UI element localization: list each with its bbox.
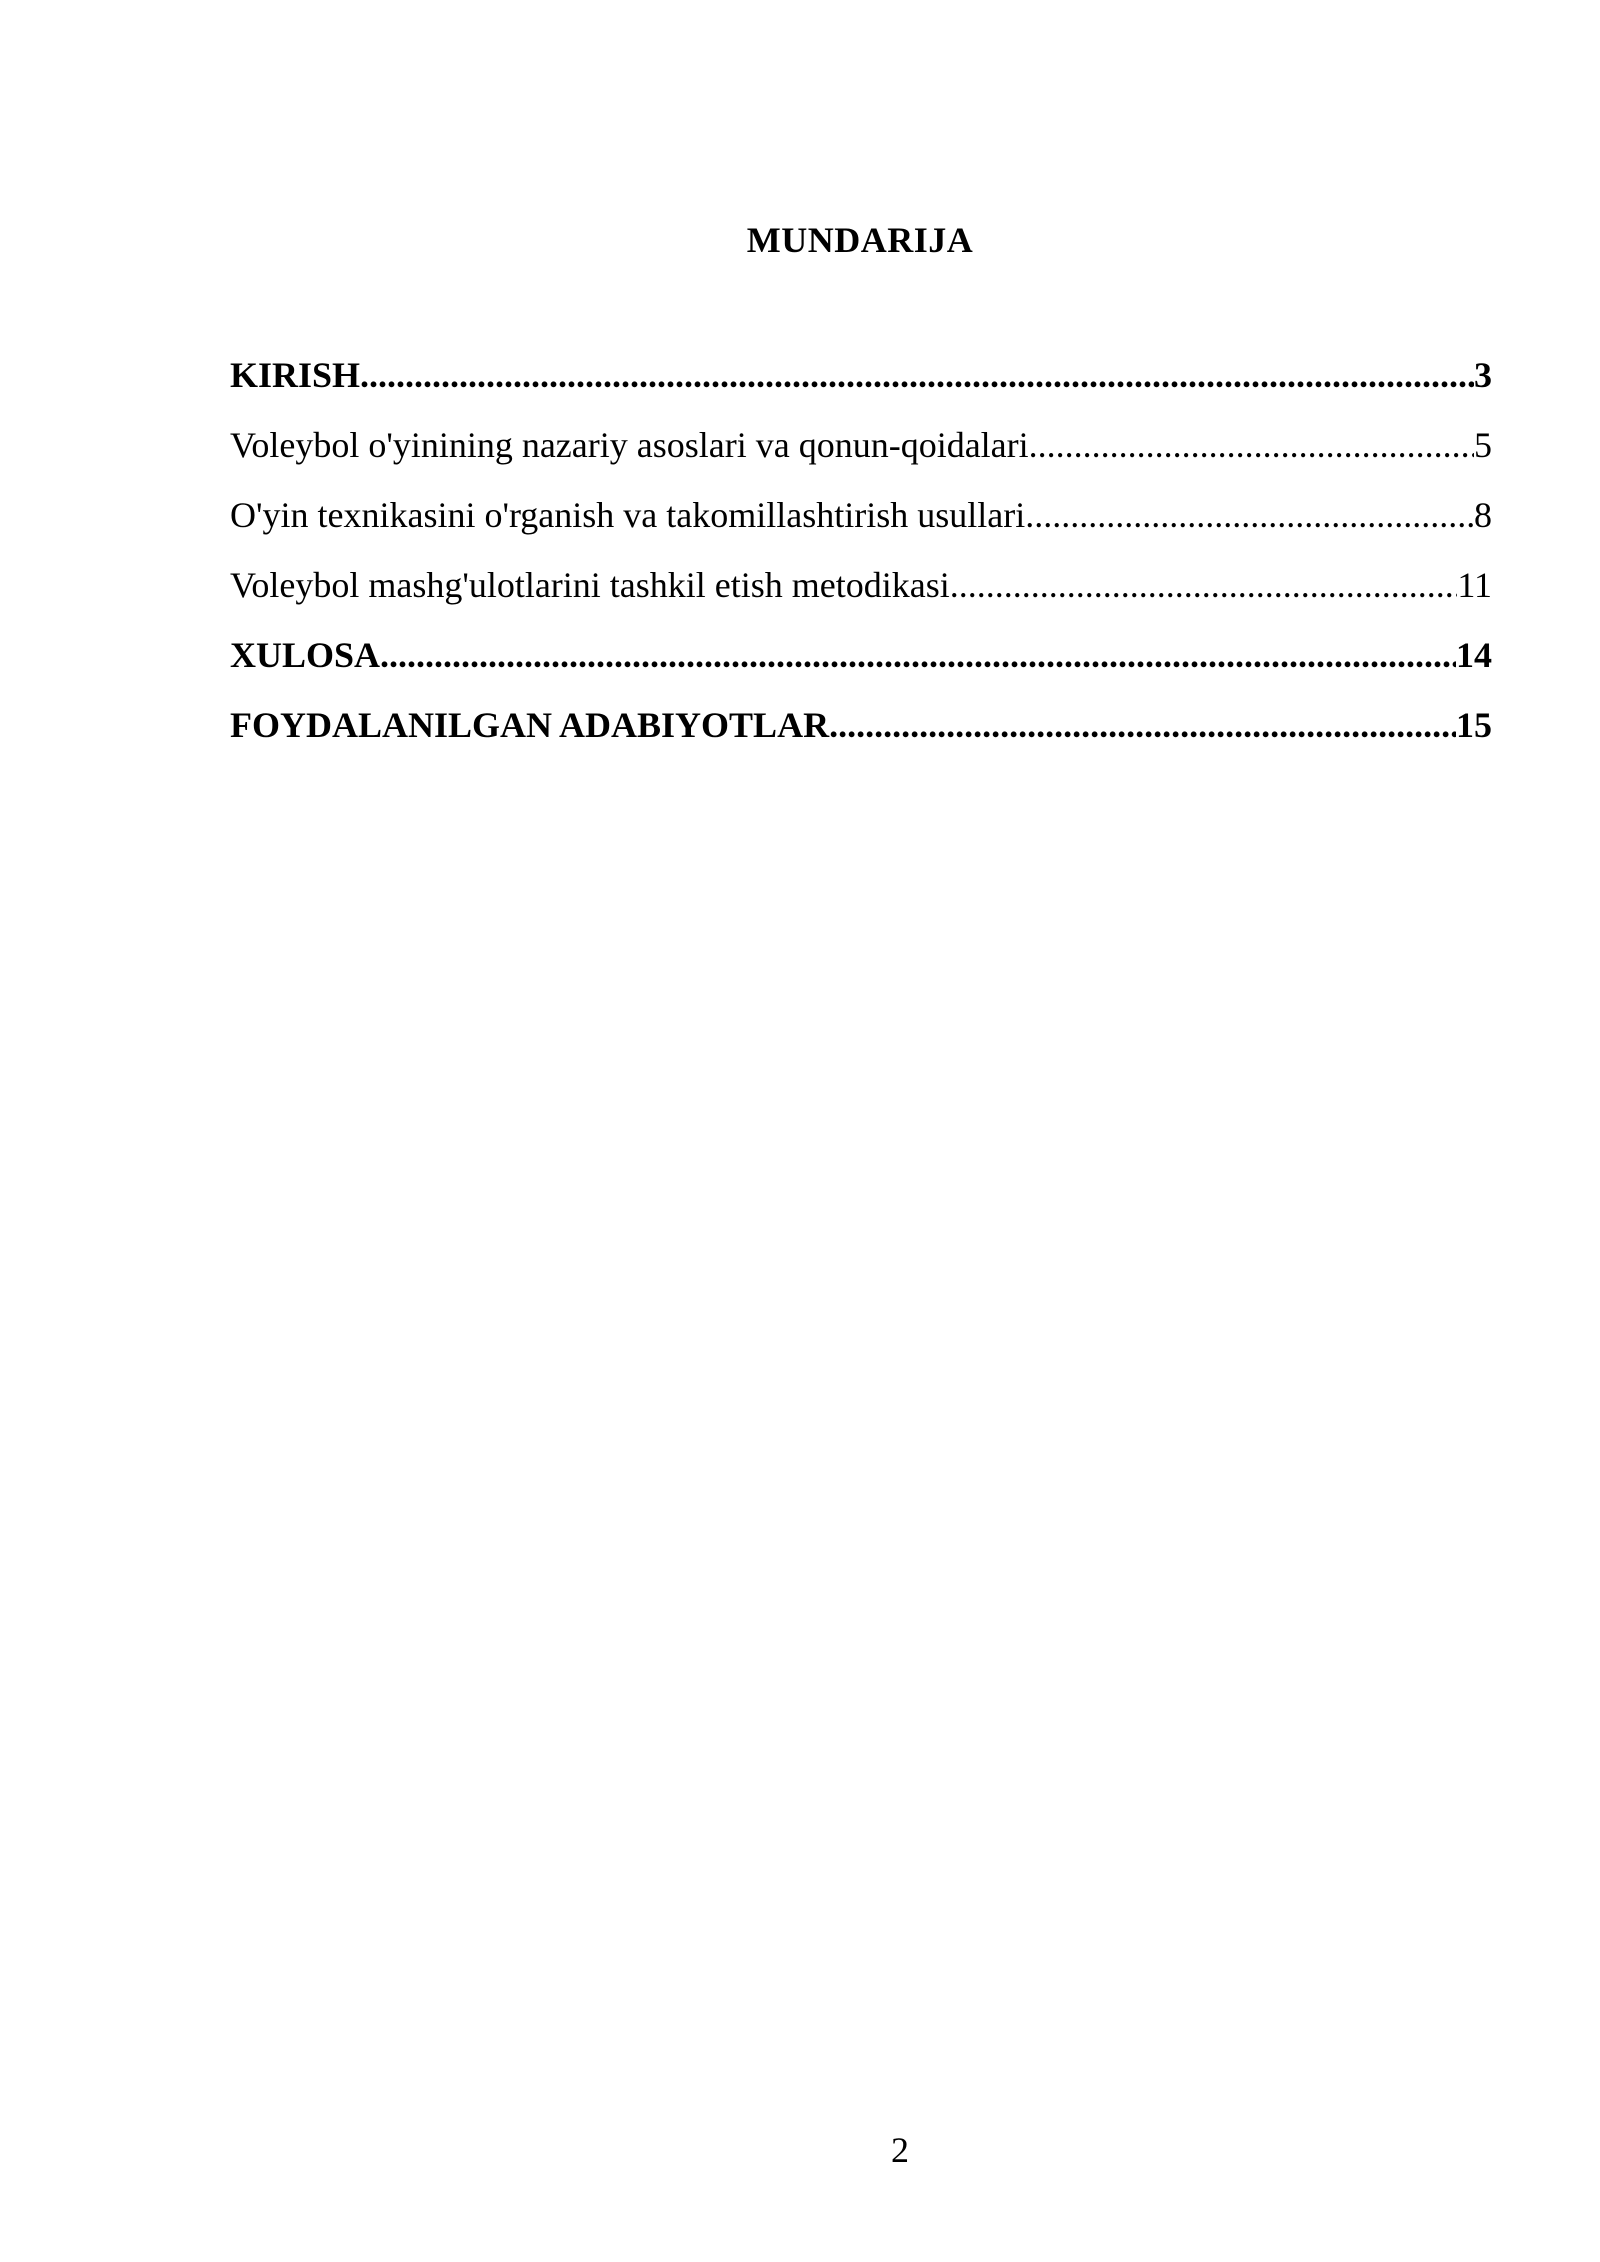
toc-entry-texnika-usullari[interactable] xyxy=(230,490,1492,560)
toc-entry-metodika[interactable] xyxy=(230,560,1492,630)
toc-entry-label: O'yin texnikasini o'rganish va takomillashtirish usullari xyxy=(230,495,1026,535)
page-title: MUNDARIJA xyxy=(746,220,974,260)
toc-leader-dots xyxy=(1029,420,1474,470)
toc-entry-label: KIRISH xyxy=(230,355,361,395)
toc-entry-page: 11 xyxy=(1457,565,1492,605)
toc-leader-dots xyxy=(829,700,1456,750)
toc-entry-page: 3 xyxy=(1474,355,1492,395)
toc-leader-dots xyxy=(1025,490,1474,540)
toc-entry-kirish[interactable] xyxy=(230,350,1492,420)
toc-entry-page: 14 xyxy=(1456,635,1492,675)
toc-leader-dots xyxy=(380,630,1456,680)
toc-leader-dots xyxy=(950,560,1458,610)
toc-entry-nazariy-asoslar[interactable] xyxy=(230,420,1492,490)
toc-entry-page: 15 xyxy=(1456,705,1492,745)
table-of-contents xyxy=(230,350,1492,770)
toc-entry-page: 5 xyxy=(1474,425,1492,465)
toc-entry-label: Voleybol mashg'ulotlarini tashkil etish metodikasi xyxy=(230,565,950,605)
toc-leader-dots xyxy=(360,350,1474,400)
toc-entry-adabiyotlar[interactable] xyxy=(230,700,1492,770)
toc-entry-label: Voleybol o'yinining nazariy asoslari va qonun-qoidalari xyxy=(230,425,1029,465)
toc-entry-xulosa[interactable] xyxy=(230,630,1492,700)
toc-entry-label: FOYDALANILGAN ADABIYOTLAR xyxy=(230,705,830,745)
page-number: 2 xyxy=(891,2130,909,2170)
toc-entry-page: 8 xyxy=(1474,495,1492,535)
toc-entry-label: XULOSA xyxy=(230,635,381,675)
